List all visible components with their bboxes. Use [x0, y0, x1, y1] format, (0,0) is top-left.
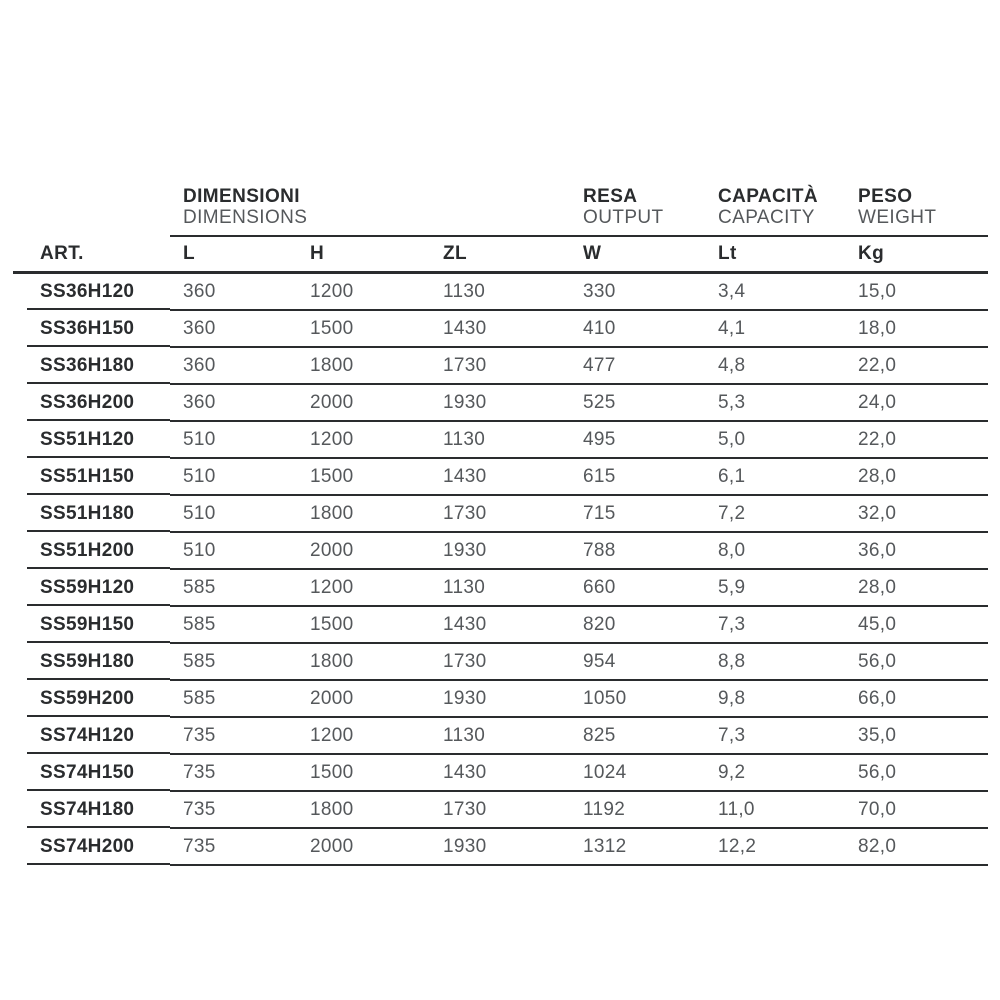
cell-value-lt: 5,3 — [705, 384, 845, 421]
group-label-it: PESO — [858, 186, 913, 207]
cell-value-h: 1500 — [297, 754, 430, 791]
cell-value-kg: 28,0 — [845, 458, 988, 495]
cell-value-w: 615 — [570, 458, 705, 495]
cell-art-code: SS51H180 — [13, 495, 170, 532]
cell-value-l: 360 — [170, 347, 297, 384]
cell-value-h: 1200 — [297, 421, 430, 458]
cell-value-l: 585 — [170, 606, 297, 643]
cell-art-code: SS36H200 — [13, 384, 170, 421]
group-header-row — [13, 170, 988, 236]
spec-table-header — [13, 170, 988, 273]
cell-value-zl: 1730 — [430, 643, 570, 680]
col-header-l: L — [170, 236, 297, 273]
cell-value-h: 1500 — [297, 310, 430, 347]
cell-value-lt: 9,8 — [705, 680, 845, 717]
cell-value-lt: 8,8 — [705, 643, 845, 680]
group-label-en: WEIGHT — [858, 207, 937, 228]
cell-value-lt: 6,1 — [705, 458, 845, 495]
cell-art-code: SS74H200 — [13, 828, 170, 865]
cell-value-w: 820 — [570, 606, 705, 643]
cell-value-zl: 1130 — [430, 569, 570, 606]
group-label-it: CAPACITÀ — [718, 186, 818, 207]
cell-art-code: SS59H200 — [13, 680, 170, 717]
table-row — [13, 458, 988, 495]
group-label-it: DIMENSIONI — [183, 186, 300, 207]
table-row — [13, 828, 988, 865]
cell-value-l: 360 — [170, 384, 297, 421]
cell-value-kg: 22,0 — [845, 421, 988, 458]
cell-value-kg: 56,0 — [845, 643, 988, 680]
cell-value-l: 735 — [170, 717, 297, 754]
cell-value-h: 1800 — [297, 791, 430, 828]
cell-value-lt: 7,2 — [705, 495, 845, 532]
cell-value-zl: 1730 — [430, 495, 570, 532]
cell-value-kg: 15,0 — [845, 273, 988, 311]
cell-value-lt: 5,9 — [705, 569, 845, 606]
table-row — [13, 791, 988, 828]
cell-value-w: 1024 — [570, 754, 705, 791]
cell-value-h: 1500 — [297, 458, 430, 495]
table-row — [13, 421, 988, 458]
table-row — [13, 347, 988, 384]
cell-art-code: SS51H200 — [13, 532, 170, 569]
cell-value-l: 735 — [170, 791, 297, 828]
cell-value-l: 735 — [170, 828, 297, 865]
table-row — [13, 569, 988, 606]
cell-value-kg: 70,0 — [845, 791, 988, 828]
col-header-zl: ZL — [430, 236, 570, 273]
cell-value-zl: 1930 — [430, 828, 570, 865]
cell-value-w: 715 — [570, 495, 705, 532]
group-header-output — [570, 170, 705, 236]
spec-table-body — [13, 273, 988, 866]
cell-value-w: 410 — [570, 310, 705, 347]
cell-value-w: 477 — [570, 347, 705, 384]
cell-value-lt: 8,0 — [705, 532, 845, 569]
cell-value-lt: 7,3 — [705, 717, 845, 754]
cell-value-h: 1200 — [297, 273, 430, 311]
table-row — [13, 384, 988, 421]
cell-value-l: 510 — [170, 458, 297, 495]
cell-value-zl: 1130 — [430, 717, 570, 754]
cell-art-code: SS74H150 — [13, 754, 170, 791]
cell-value-kg: 36,0 — [845, 532, 988, 569]
cell-value-kg: 18,0 — [845, 310, 988, 347]
group-label-it: RESA — [583, 186, 638, 207]
cell-value-l: 585 — [170, 680, 297, 717]
cell-value-w: 1192 — [570, 791, 705, 828]
cell-value-lt: 4,1 — [705, 310, 845, 347]
cell-value-zl: 1430 — [430, 458, 570, 495]
cell-value-h: 1200 — [297, 717, 430, 754]
cell-art-code: SS59H120 — [13, 569, 170, 606]
cell-value-kg: 56,0 — [845, 754, 988, 791]
cell-value-l: 585 — [170, 643, 297, 680]
cell-value-zl: 1430 — [430, 606, 570, 643]
cell-value-zl: 1730 — [430, 347, 570, 384]
spec-table — [13, 170, 988, 866]
cell-art-code: SS36H120 — [13, 273, 170, 311]
cell-value-zl: 1130 — [430, 273, 570, 311]
cell-value-w: 825 — [570, 717, 705, 754]
col-header-kg: Kg — [845, 236, 988, 273]
group-header-dimensions — [170, 170, 570, 236]
cell-value-lt: 7,3 — [705, 606, 845, 643]
cell-art-code: SS59H150 — [13, 606, 170, 643]
table-row — [13, 532, 988, 569]
cell-value-w: 1050 — [570, 680, 705, 717]
cell-value-w: 660 — [570, 569, 705, 606]
cell-art-code: SS36H150 — [13, 310, 170, 347]
cell-value-lt: 5,0 — [705, 421, 845, 458]
cell-value-kg: 45,0 — [845, 606, 988, 643]
cell-value-zl: 1930 — [430, 532, 570, 569]
col-header-lt: Lt — [705, 236, 845, 273]
cell-value-l: 360 — [170, 273, 297, 311]
group-label-en: OUTPUT — [583, 207, 664, 228]
cell-value-h: 1800 — [297, 495, 430, 532]
cell-value-zl: 1930 — [430, 680, 570, 717]
cell-value-w: 954 — [570, 643, 705, 680]
cell-value-zl: 1430 — [430, 310, 570, 347]
cell-value-w: 495 — [570, 421, 705, 458]
cell-value-lt: 3,4 — [705, 273, 845, 311]
table-row — [13, 310, 988, 347]
cell-value-h: 2000 — [297, 680, 430, 717]
group-header-capacity — [705, 170, 845, 236]
group-header-spacer — [13, 170, 170, 236]
cell-value-zl: 1730 — [430, 791, 570, 828]
cell-value-w: 330 — [570, 273, 705, 311]
cell-art-code: SS59H180 — [13, 643, 170, 680]
cell-value-kg: 66,0 — [845, 680, 988, 717]
cell-value-l: 510 — [170, 532, 297, 569]
table-row — [13, 643, 988, 680]
cell-value-kg: 22,0 — [845, 347, 988, 384]
cell-art-code: SS74H120 — [13, 717, 170, 754]
cell-value-lt: 9,2 — [705, 754, 845, 791]
table-row — [13, 680, 988, 717]
cell-value-h: 1800 — [297, 347, 430, 384]
cell-value-l: 360 — [170, 310, 297, 347]
cell-value-l: 510 — [170, 421, 297, 458]
cell-value-w: 788 — [570, 532, 705, 569]
cell-value-w: 1312 — [570, 828, 705, 865]
cell-value-l: 585 — [170, 569, 297, 606]
cell-art-code: SS51H120 — [13, 421, 170, 458]
group-label-en: DIMENSIONS — [183, 207, 308, 228]
cell-art-code: SS51H150 — [13, 458, 170, 495]
table-row — [13, 717, 988, 754]
cell-value-h: 1800 — [297, 643, 430, 680]
col-header-art: ART. — [13, 236, 170, 273]
col-header-w: W — [570, 236, 705, 273]
cell-art-code: SS74H180 — [13, 791, 170, 828]
cell-value-h: 1200 — [297, 569, 430, 606]
cell-value-h: 2000 — [297, 384, 430, 421]
cell-value-h: 2000 — [297, 532, 430, 569]
group-header-weight — [845, 170, 988, 236]
cell-value-lt: 11,0 — [705, 791, 845, 828]
table-row — [13, 754, 988, 791]
cell-value-h: 1500 — [297, 606, 430, 643]
column-header-row — [13, 236, 988, 273]
cell-value-kg: 82,0 — [845, 828, 988, 865]
cell-value-lt: 4,8 — [705, 347, 845, 384]
cell-value-zl: 1130 — [430, 421, 570, 458]
cell-value-w: 525 — [570, 384, 705, 421]
cell-value-kg: 35,0 — [845, 717, 988, 754]
cell-value-l: 510 — [170, 495, 297, 532]
cell-art-code: SS36H180 — [13, 347, 170, 384]
cell-value-kg: 32,0 — [845, 495, 988, 532]
cell-value-h: 2000 — [297, 828, 430, 865]
table-row — [13, 273, 988, 311]
cell-value-kg: 28,0 — [845, 569, 988, 606]
col-header-h: H — [297, 236, 430, 273]
group-label-en: CAPACITY — [718, 207, 815, 228]
table-row — [13, 606, 988, 643]
cell-value-l: 735 — [170, 754, 297, 791]
cell-value-zl: 1930 — [430, 384, 570, 421]
cell-value-zl: 1430 — [430, 754, 570, 791]
cell-value-lt: 12,2 — [705, 828, 845, 865]
table-row — [13, 495, 988, 532]
cell-value-kg: 24,0 — [845, 384, 988, 421]
